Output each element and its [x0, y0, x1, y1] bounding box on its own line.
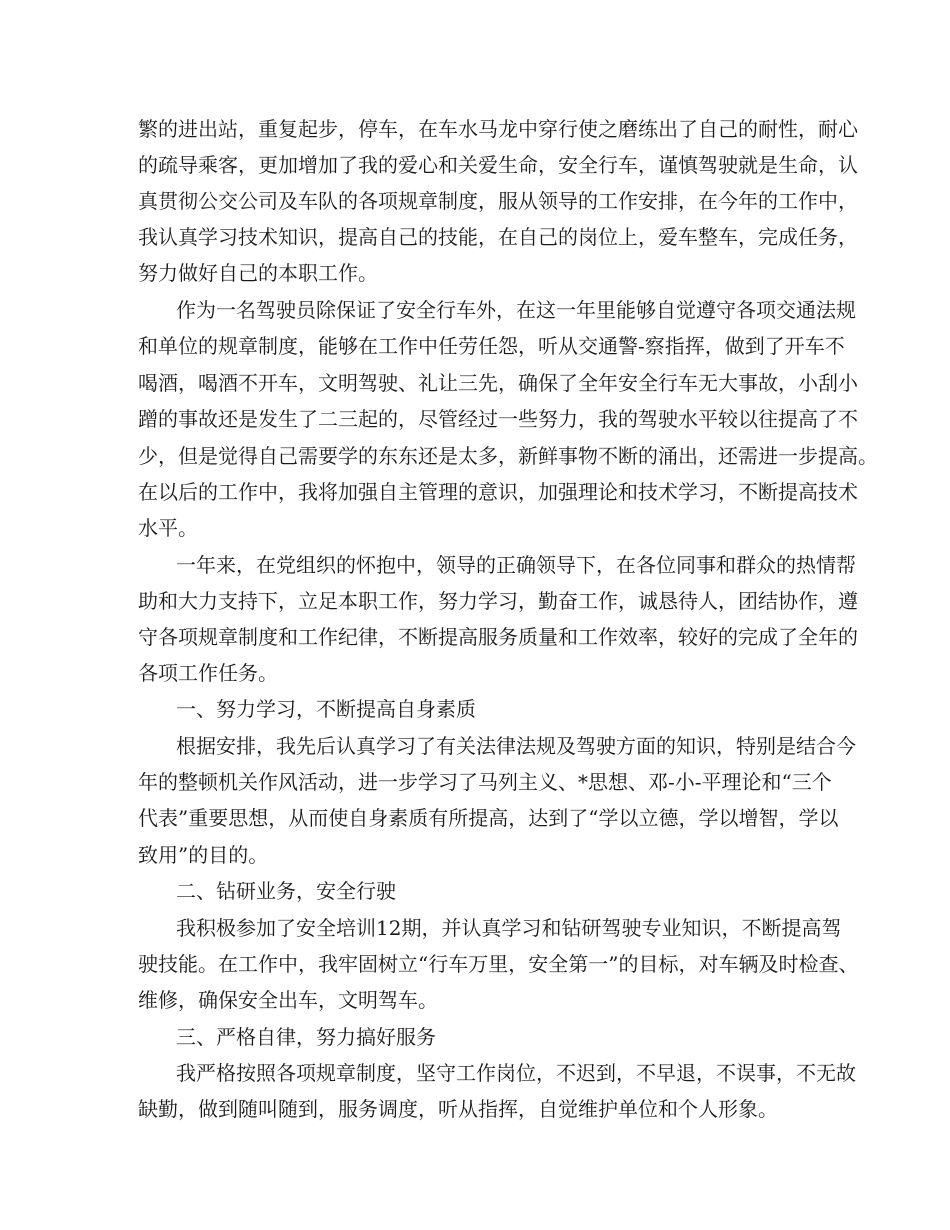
section-heading — [0, 692, 950, 726]
line-text: 年的整顿机关作风活动，进一步学习了马列主义、*思想、邓-小-平理论和“三个 — [138, 770, 832, 794]
line-text: 助和大力支持下，立足本职工作，努力学习，勤奋工作，诚恳待人，团结协作，遵 — [138, 589, 858, 613]
text-line — [0, 511, 950, 545]
heading-text: 三、严格自律，努力搞好服务 — [176, 1025, 436, 1049]
text-line — [0, 366, 950, 400]
line-text: 和单位的规章制度，能够在工作中任劳任怨，听从交通警-察指挥，做到了开车不 — [138, 334, 845, 358]
line-text: 根据安排，我先后认真学习了有关法律法规及驾驶方面的知识，特别是结合今 — [176, 734, 856, 758]
line-text: 蹭的事故还是发生了二三起的，尽管经过一些努力，我的驾驶水平较以往提高了不 — [138, 407, 858, 431]
section-heading — [0, 874, 950, 908]
text-line — [0, 256, 950, 290]
line-text: 一年来，在党组织的怀抱中，领导的正确领导下，在各位同事和群众的热情帮 — [176, 553, 856, 577]
line-text: 守各项规章制度和工作纪律，不断提高服务质量和工作效率，较好的完成了全年的 — [138, 625, 858, 649]
text-line — [0, 656, 950, 690]
text-line — [0, 620, 950, 654]
line-text: 维修，确保安全出车，文明驾车。 — [138, 988, 438, 1012]
section-heading — [0, 1020, 950, 1054]
text-line — [0, 584, 950, 618]
text-line — [0, 765, 950, 799]
text-line — [0, 475, 950, 509]
text-line — [0, 184, 950, 218]
text-line — [0, 947, 950, 981]
line-text: 我认真学习技术知识，提高自己的技能，在自己的岗位上，爱车整车，完成任务， — [138, 225, 858, 249]
text-line — [0, 983, 950, 1017]
heading-text: 二、钻研业务，安全行驶 — [176, 879, 396, 903]
text-line — [0, 439, 950, 473]
line-text: 的疏导乘客，更加增加了我的爱心和关爱生命，安全行车，谨慎驾驶就是生命，认 — [138, 153, 858, 177]
text-line — [0, 112, 950, 146]
text-line — [0, 329, 950, 363]
line-text: 水平。 — [138, 516, 198, 540]
text-line — [0, 402, 950, 436]
text-line — [0, 729, 950, 763]
text-line — [0, 801, 950, 835]
line-text: 驶技能。在工作中，我牢固树立“行车万里，安全第一”的目标，对车辆及时检查、 — [138, 952, 859, 976]
line-text: 我积极参加了安全培训12期，并认真学习和钻研驾驶专业知识，不断提高驾 — [176, 916, 842, 940]
text-line — [0, 838, 950, 872]
line-text: 繁的进出站，重复起步，停车，在车水马龙中穿行使之磨练出了自己的耐性，耐心 — [138, 117, 858, 141]
heading-text: 一、努力学习，不断提高自身素质 — [176, 697, 476, 721]
text-line — [0, 1092, 950, 1126]
line-text: 努力做好自己的本职工作。 — [138, 261, 378, 285]
text-line — [0, 220, 950, 254]
line-text: 我严格按照各项规章制度，坚守工作岗位，不迟到，不早退，不误事，不无故 — [176, 1061, 856, 1085]
line-text: 各项工作任务。 — [138, 661, 278, 685]
line-text: 在以后的工作中，我将加强自主管理的意识，加强理论和技术学习，不断提高技术 — [138, 480, 858, 504]
text-line — [0, 148, 950, 182]
line-text: 致用”的目的。 — [138, 843, 269, 867]
text-line — [0, 548, 950, 582]
line-text: 喝酒，喝酒不开车，文明驾驶、礼让三先，确保了全年安全行车无大事故，小刮小 — [138, 371, 858, 395]
text-line — [0, 911, 950, 945]
line-text: 少，但是觉得自己需要学的东东还是太多，新鲜事物不断的涌出，还需进一步提高。 — [138, 444, 878, 468]
line-text: 代表”重要思想，从而使自身素质有所提高，达到了“学以立德，学以增智，学以 — [138, 806, 839, 830]
line-text: 作为一名驾驶员除保证了安全行车外，在这一年里能够自觉遵守各项交通法规 — [176, 298, 856, 322]
text-line — [0, 1056, 950, 1090]
line-text: 缺勤，做到随叫随到，服务调度，听从指挥，自觉维护单位和个人形象。 — [138, 1097, 778, 1121]
text-line — [0, 293, 950, 327]
line-text: 真贯彻公交公司及车队的各项规章制度，服从领导的工作安排，在今年的工作中， — [138, 189, 858, 213]
